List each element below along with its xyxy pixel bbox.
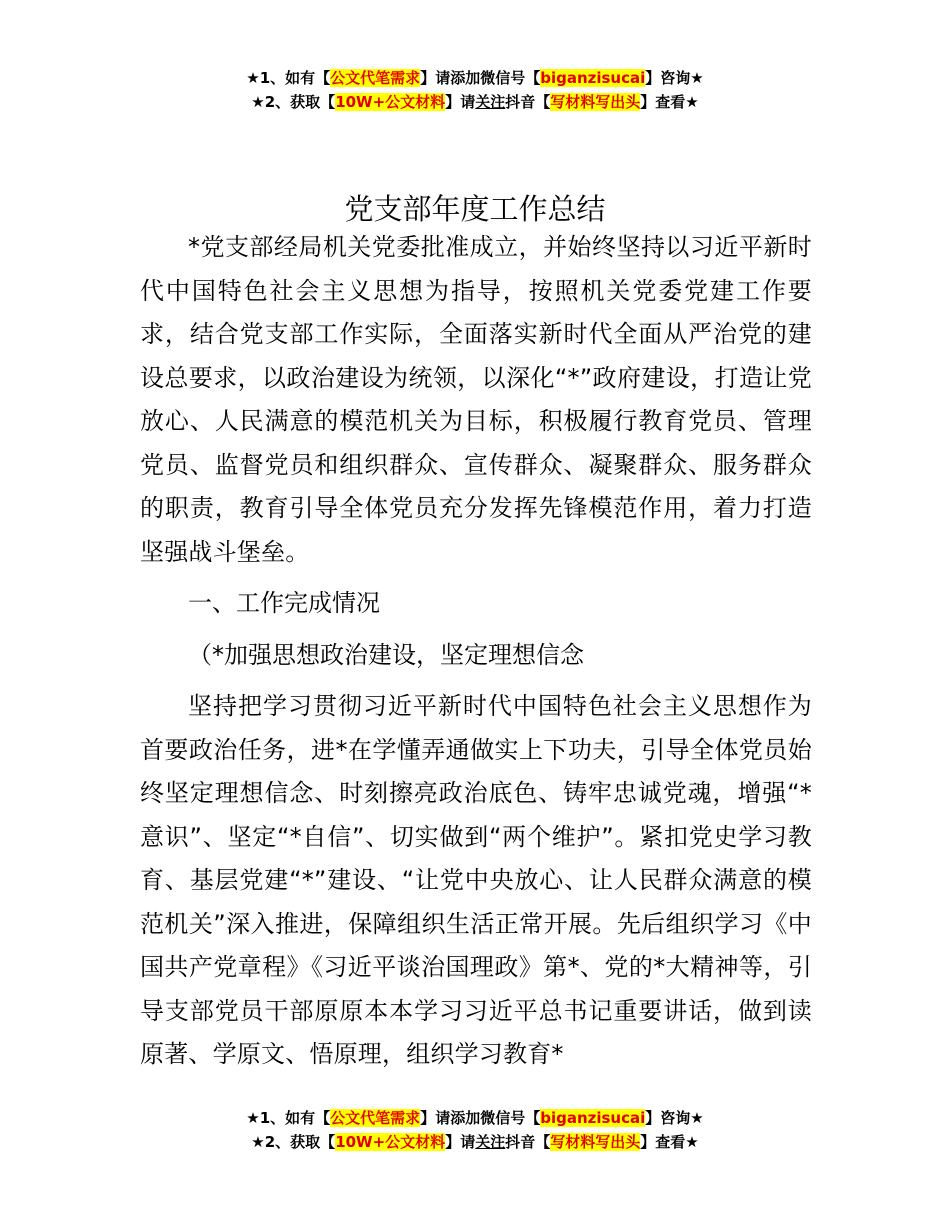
banner-highlight: 公文代笔需求	[330, 69, 421, 87]
document-title: 党支部年度工作总结	[344, 192, 606, 227]
banner-line-1	[0, 1106, 950, 1130]
document-body	[140, 226, 812, 1077]
banner-highlight: 10W+公文材料	[335, 93, 446, 111]
banner-text: 】查看★	[640, 1133, 699, 1151]
banner-line-1	[0, 66, 950, 90]
banner-underlined-text: 关注	[475, 93, 506, 111]
header-banner	[0, 66, 950, 114]
banner-line-2	[0, 1130, 950, 1154]
footer-banner	[0, 1106, 950, 1154]
banner-text: ★2、获取【	[251, 93, 336, 111]
banner-text: 抖音【	[505, 93, 551, 111]
banner-highlight: 10W+公文材料	[335, 1133, 446, 1151]
body-paragraph: 坚持把学习贯彻习近平新时代中国特色社会主义思想作为首要政治任务，进*在学懂弄通做实上下功夫，引导全体党员始终坚定理想信念、时刻擦亮政治底色、铸牢忠诚党魂，增强“*意识”、坚定“*自信”、切实做到“两个维护”。紧扣党史学习教育、基层党建“*”建设、“让党中央放心、让人民群众满意的模范机关”深入推进，保障组织生活正常开展。先后组织学习《中国共产党章程》《习近平谈治国理政》第*、党的*大精神等，引导支部党员干部原原本本学习习近平总书记重要讲话，做到读原著、学原文、悟原理，组织学习教育*	[140, 692, 812, 1068]
banner-highlight: 写材料写出头	[550, 93, 641, 111]
subsection-heading: （*加强思想政治建设，坚定理想信念	[188, 640, 584, 669]
banner-text: 抖音【	[505, 1133, 551, 1151]
section-heading: 一、工作完成情况	[188, 589, 380, 617]
wechat-id-highlight: biganzisucai	[540, 1109, 646, 1127]
banner-text: 】咨询★	[645, 1109, 704, 1127]
banner-text: 】请添加微信号【	[420, 69, 541, 87]
banner-line-2	[0, 90, 950, 114]
banner-highlight: 公文代笔需求	[330, 1109, 421, 1127]
banner-text: 】请	[445, 1133, 476, 1151]
banner-text: 】查看★	[640, 93, 699, 111]
intro-paragraph: *党支部经局机关党委批准成立，并始终坚持以习近平新时代中国特色社会主义思想为指导，按照机关党委党建工作要求，结合党支部工作实际，全面落实新时代全面从严治党的建设总要求，以政治建设为统领，以深化“*”政府建设，打造让党放心、人民满意的模范机关为目标，积极履行教育党员、管理党员、监督党员和组织群众、宣传群众、凝聚群众、服务群众的职责，教育引导全体党员充分发挥先锋模范作用，着力打造坚强战斗堡垒。	[140, 233, 812, 566]
banner-highlight: 写材料写出头	[550, 1133, 641, 1151]
wechat-id-highlight: biganzisucai	[540, 69, 646, 87]
banner-text: 】咨询★	[645, 69, 704, 87]
banner-text: ★1、如有【	[246, 1109, 331, 1127]
banner-text: ★1、如有【	[246, 69, 331, 87]
banner-text: 】请	[445, 93, 476, 111]
banner-underlined-text: 关注	[475, 1133, 506, 1151]
banner-text: ★2、获取【	[251, 1133, 336, 1151]
banner-text: 】请添加微信号【	[420, 1109, 541, 1127]
